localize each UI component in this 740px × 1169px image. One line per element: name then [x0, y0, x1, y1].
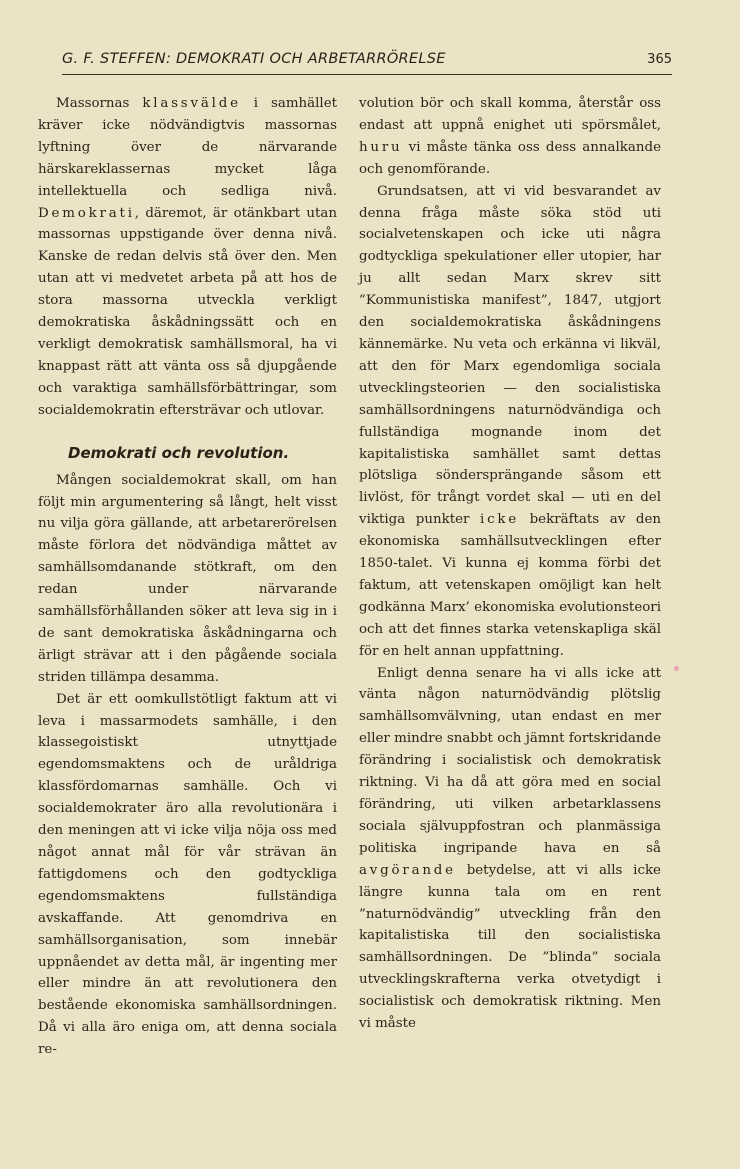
text-run: Enligt denna senare ha vi alls icke att vänta någon naturnödvändig plötslig samhällsomvälvning, utan endast en mer eller mindre snabbt och jämnt fortskridande förändring i socialistisk och demokratisk riktning. Vi ha då att göra med en social förändring, uti vilken arbetarklassens sociala självuppfostran och planmässiga politiska ingripande hava en så — [359, 665, 661, 856]
text-run: betydelse, att vi alls icke längre kunna tala om en rent ”naturnödvändig” utveckling från den kapitalistiska till den socialistiska samhällsordningen. De ”blinda” sociala utvecklingskrafterna verka otvetydigt i socialistisk och demokratisk riktning. Men vi måste — [359, 862, 661, 1032]
spaced-word: klassvälde — [142, 96, 241, 111]
margin-mark — [674, 666, 679, 671]
right-column — [359, 93, 661, 1035]
left-paragraph-2: Mången socialdemokrat skall, om han följt min argumentering så långt, helt visst nu vilja göra gällande, att arbetarerörelsen måste förlora det nödvändiga måttet av samhällsomdanande stötkraft, om den redan under närvarande samhällsförhållanden söker att leva sig in i de sant demokratiska åskådningarna och ärligt strävar att i den pågående sociala striden tillämpa desamma. — [38, 472, 337, 685]
spaced-word: avgörande — [359, 862, 456, 878]
left-paragraph-1 — [38, 93, 337, 422]
text-run: bekräftats av den ekonomiska samhällsutvecklingen efter 1850-talet. Vi kunna ej komma förbi det faktum, att vetenskapen omöjligt kan helt godkänna Marx’ ekonomiska evolutionsteori och att det finnes starka vetenskapliga skäl för en helt annan uppfattning. — [359, 512, 661, 659]
text-run: Massornas — [56, 96, 143, 111]
left-column — [38, 93, 337, 1061]
spaced-word: Demokrati — [38, 205, 135, 221]
right-paragraph-2 — [359, 181, 661, 663]
text-run: volution bör och skall komma, återstår oss endast att uppnå enighet uti spörsmålet, — [359, 96, 661, 133]
text-run: vi måste tänka oss dess annalkande och genomförande. — [359, 139, 661, 177]
spaced-word: icke — [479, 512, 520, 528]
spaced-word: huru — [359, 139, 403, 155]
text-run: , däremot, är otänkbart utan massornas uppstigande över denna nivå. Kanske de redan delvis stå över den. Men utan att vi medvetet arbeta på att hos de stora massorna utveckla verkligt demokratiska åskådningssätt och en verkligt demokratisk samhällsmoral, ha vi knappast rätt att vänta oss så djupgående och varaktiga samhällsförbättringar, som socialdemokratin eftersträvar och utlovar. — [38, 205, 337, 418]
right-paragraph-1 — [359, 93, 661, 181]
left-paragraph-3: Det är ett oomkullstötligt faktum att vi leva i massarmodets samhälle, i den klassegoistiskt utnyttjade egendomsmaktens och de uråldriga klassfördomarnas samhälle. Och vi socialdemokrater äro alla revolutionära i den meningen att vi icke vilja nöja oss med något annat mål för vår strävan än fattigdomens och den godtyckliga egendomsmaktens fullständiga avskaffande. Att genomdriva en samhällsorganisation, som innebär uppnåendet av detta mål, är ingenting mer eller mindre än att revolutionera den bestående ekonomiska samhällsordningen. Då vi alla äro eniga om, att denna sociala re- — [38, 691, 337, 1058]
page-header — [62, 48, 672, 75]
running-head: G. F. STEFFEN: DEMOKRATI OCH ARBETARRÖRELSE — [62, 51, 446, 67]
page-number: 365 — [647, 52, 672, 67]
section-heading: Demokrati och revolution. — [68, 443, 290, 462]
text-run: Grundsatsen, att vi vid besvarandet av denna fråga måste söka stöd uti socialvetenskapen och icke uti några godtyckliga spekulationer eller utopier, har ju allt sedan Marx skrev sitt ”Kommunistiska manifest”, 1847, utgjort den socialdemokratiska åskådningens kännemärke. Nu veta och erkänna vi likväl, att den för Marx egendomliga sociala utvecklingsteorien — den socialistiska samhällsordningens naturnödvändiga och fullständiga mognande inom det kapitalistiska samhället samt dettas plötsliga söndersprängande såsom ett livlöst, för trångt vordet skal — uti en del viktiga punkter — [359, 183, 661, 528]
text-run: i samhället kräver icke nödvändigtvis massornas lyftning över de närvarande härskareklassernas mycket låga intellektuella och sedliga nivå. — [38, 96, 338, 199]
right-paragraph-3 — [359, 663, 661, 1035]
